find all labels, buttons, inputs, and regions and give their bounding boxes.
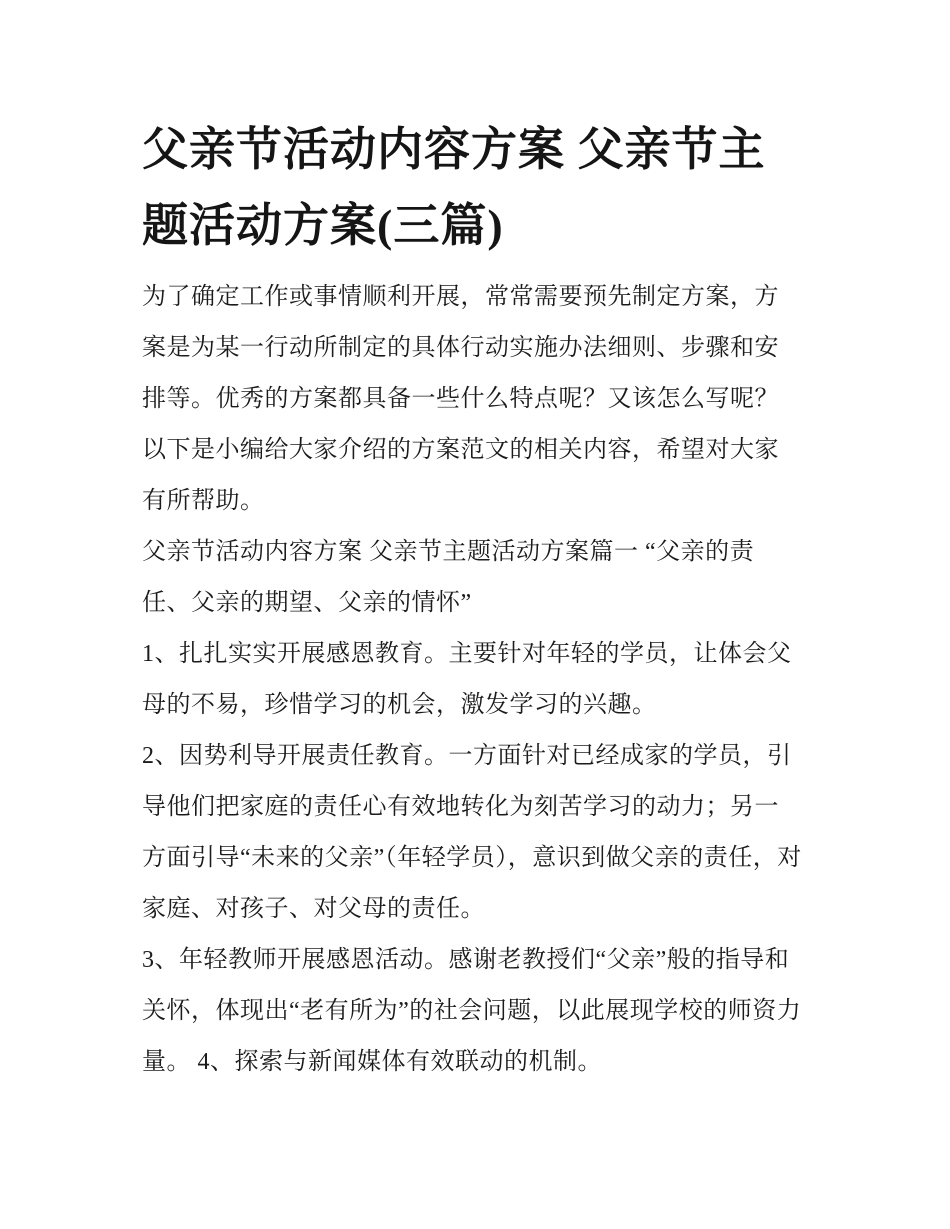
paragraph-item-2: 2、因势利导开展责任教育。一方面针对已经成家的学员，引导他们把家庭的责任心有效地转化为刻苦学习的动力；另一方面引导“未来的父亲”（年轻学员），意识到做父亲的责任，对家庭、对孩子、对父母的责任。 — [142, 743, 802, 922]
paragraph-item-3-4: 3、年轻教师开展感恩活动。感谢老教授们“父亲”般的指导和关怀，体现出“老有所为”的社会问题，以此展现学校的师资力量。 4、探索与新闻媒体有效联动的机制。 — [142, 947, 802, 1075]
paragraph-section-heading: 父亲节活动内容方案 父亲节主题活动方案篇一 “父亲的责任、父亲的期望、父亲的情怀” — [142, 539, 755, 616]
paragraph-item-1: 1、扎扎实实开展感恩教育。主要针对年轻的学员，让体会父母的不易，珍惜学习的机会，激发学习的兴趣。 — [142, 641, 792, 718]
paragraph-intro: 为了确定工作或事情顺利开展，常常需要预先制定方案，方案是为某一行动所制定的具体行动实施办法细则、步骤和安排等。优秀的方案都具备一些什么特点呢？又该怎么写呢？以下是小编给大家介绍的方案范文的相关内容，希望对大家有所帮助。 — [142, 284, 779, 514]
document-title: 父亲节活动内容方案 父亲节主题活动方案(三篇) — [142, 124, 766, 251]
